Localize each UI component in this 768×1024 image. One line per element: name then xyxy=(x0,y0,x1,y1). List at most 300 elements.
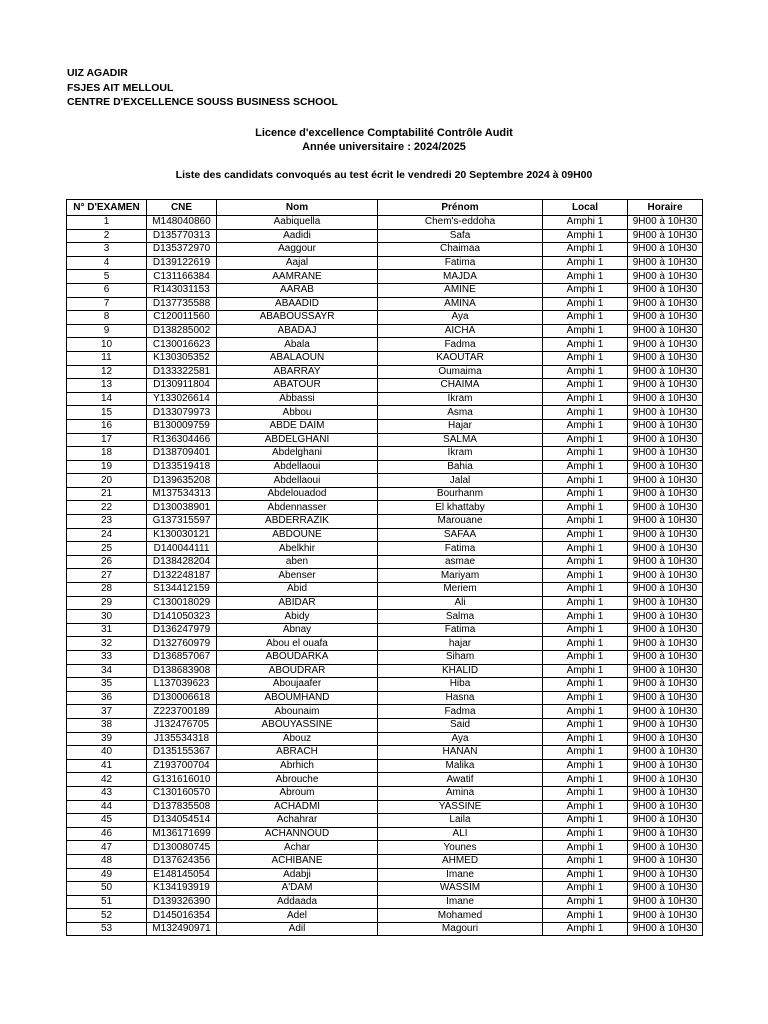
exam-number-cell: 37 xyxy=(67,705,147,719)
institution-header xyxy=(67,66,338,110)
room-cell: Amphi 1 xyxy=(543,882,628,896)
last-name-cell: Adel xyxy=(217,909,378,923)
exam-number-cell: 26 xyxy=(67,555,147,569)
table-row xyxy=(67,854,703,868)
last-name-cell: ABADAJ xyxy=(217,324,378,338)
first-name-cell: KHALID xyxy=(378,664,543,678)
cne-cell: D140044111 xyxy=(147,542,217,556)
cne-cell: D130080745 xyxy=(147,841,217,855)
room-cell: Amphi 1 xyxy=(543,460,628,474)
table-row xyxy=(67,596,703,610)
first-name-cell: YASSINE xyxy=(378,800,543,814)
table-row xyxy=(67,746,703,760)
first-name-cell: Meriem xyxy=(378,583,543,597)
cne-cell: J135534318 xyxy=(147,732,217,746)
table-row xyxy=(67,324,703,338)
schedule-cell: 9H00 à 10H30 xyxy=(628,664,703,678)
cne-cell: Z193700704 xyxy=(147,759,217,773)
table-row xyxy=(67,868,703,882)
exam-number-cell: 17 xyxy=(67,433,147,447)
schedule-cell: 9H00 à 10H30 xyxy=(628,596,703,610)
first-name-cell: Said xyxy=(378,718,543,732)
university-name: UIZ AGADIR xyxy=(67,67,128,79)
last-name-cell: ABDELGHANI xyxy=(217,433,378,447)
room-cell: Amphi 1 xyxy=(543,922,628,936)
last-name-cell: Abelkhir xyxy=(217,542,378,556)
candidates-table xyxy=(66,199,703,936)
room-cell: Amphi 1 xyxy=(543,691,628,705)
first-name-cell: Ikram xyxy=(378,392,543,406)
schedule-cell: 9H00 à 10H30 xyxy=(628,229,703,243)
first-name-cell: Chem's-eddoha xyxy=(378,216,543,230)
last-name-cell: Abdennasser xyxy=(217,501,378,515)
first-name-cell: Awatif xyxy=(378,773,543,787)
last-name-cell: A'DAM xyxy=(217,882,378,896)
table-row xyxy=(67,474,703,488)
schedule-cell: 9H00 à 10H30 xyxy=(628,705,703,719)
last-name-cell: Addaada xyxy=(217,895,378,909)
exam-number-cell: 23 xyxy=(67,515,147,529)
cne-cell: D136857067 xyxy=(147,651,217,665)
cne-cell: D138285002 xyxy=(147,324,217,338)
last-name-cell: Abroum xyxy=(217,786,378,800)
exam-number-cell: 29 xyxy=(67,596,147,610)
first-name-cell: Chaimaa xyxy=(378,243,543,257)
last-name-cell: Abenser xyxy=(217,569,378,583)
last-name-cell: aben xyxy=(217,555,378,569)
table-row xyxy=(67,216,703,230)
last-name-cell: Aboujaafer xyxy=(217,678,378,692)
column-header-first-name: Prénom xyxy=(378,200,543,216)
table-row xyxy=(67,759,703,773)
first-name-cell: Hajar xyxy=(378,419,543,433)
first-name-cell: Ikram xyxy=(378,447,543,461)
room-cell: Amphi 1 xyxy=(543,365,628,379)
school-name: CENTRE D'EXCELLENCE SOUSS BUSINESS SCHOOL xyxy=(67,96,338,108)
room-cell: Amphi 1 xyxy=(543,759,628,773)
first-name-cell: Mohamed xyxy=(378,909,543,923)
cne-cell: D132248187 xyxy=(147,569,217,583)
room-cell: Amphi 1 xyxy=(543,827,628,841)
room-cell: Amphi 1 xyxy=(543,216,628,230)
first-name-cell: Younes xyxy=(378,841,543,855)
exam-number-cell: 9 xyxy=(67,324,147,338)
table-row xyxy=(67,786,703,800)
first-name-cell: Siham xyxy=(378,651,543,665)
room-cell: Amphi 1 xyxy=(543,868,628,882)
room-cell: Amphi 1 xyxy=(543,555,628,569)
cne-cell: E148145054 xyxy=(147,868,217,882)
cne-cell: D145016354 xyxy=(147,909,217,923)
exam-number-cell: 32 xyxy=(67,637,147,651)
last-name-cell: Abrhich xyxy=(217,759,378,773)
exam-number-cell: 24 xyxy=(67,528,147,542)
cne-cell: R136304466 xyxy=(147,433,217,447)
room-cell: Amphi 1 xyxy=(543,583,628,597)
cne-cell: K134193919 xyxy=(147,882,217,896)
cne-cell: G131616010 xyxy=(147,773,217,787)
room-cell: Amphi 1 xyxy=(543,542,628,556)
exam-number-cell: 28 xyxy=(67,583,147,597)
last-name-cell: Aajal xyxy=(217,256,378,270)
cne-cell: M132490971 xyxy=(147,922,217,936)
exam-number-cell: 25 xyxy=(67,542,147,556)
cne-cell: D135770313 xyxy=(147,229,217,243)
schedule-cell: 9H00 à 10H30 xyxy=(628,610,703,624)
room-cell: Amphi 1 xyxy=(543,338,628,352)
program-title: Licence d'excellence Comptabilité Contrôle Audit xyxy=(255,127,513,139)
table-row xyxy=(67,365,703,379)
table-row xyxy=(67,528,703,542)
exam-number-cell: 36 xyxy=(67,691,147,705)
cne-cell: D130006618 xyxy=(147,691,217,705)
room-cell: Amphi 1 xyxy=(543,596,628,610)
last-name-cell: Abnay xyxy=(217,623,378,637)
room-cell: Amphi 1 xyxy=(543,773,628,787)
first-name-cell: Imane xyxy=(378,868,543,882)
schedule-cell: 9H00 à 10H30 xyxy=(628,814,703,828)
exam-number-cell: 21 xyxy=(67,487,147,501)
table-row xyxy=(67,827,703,841)
table-row xyxy=(67,392,703,406)
cne-cell: D136247979 xyxy=(147,623,217,637)
exam-number-cell: 20 xyxy=(67,474,147,488)
schedule-cell: 9H00 à 10H30 xyxy=(628,691,703,705)
room-cell: Amphi 1 xyxy=(543,243,628,257)
cne-cell: Z223700189 xyxy=(147,705,217,719)
schedule-cell: 9H00 à 10H30 xyxy=(628,637,703,651)
room-cell: Amphi 1 xyxy=(543,379,628,393)
table-row xyxy=(67,882,703,896)
last-name-cell: ABAADID xyxy=(217,297,378,311)
schedule-cell: 9H00 à 10H30 xyxy=(628,406,703,420)
room-cell: Amphi 1 xyxy=(543,678,628,692)
room-cell: Amphi 1 xyxy=(543,705,628,719)
cne-cell: D137624356 xyxy=(147,854,217,868)
cne-cell: D130911804 xyxy=(147,379,217,393)
cne-cell: G137315597 xyxy=(147,515,217,529)
table-row xyxy=(67,664,703,678)
cne-cell: D135372970 xyxy=(147,243,217,257)
last-name-cell: AARAB xyxy=(217,283,378,297)
cne-cell: C131166384 xyxy=(147,270,217,284)
cne-cell: C120011560 xyxy=(147,311,217,325)
cne-cell: D139635208 xyxy=(147,474,217,488)
room-cell: Amphi 1 xyxy=(543,474,628,488)
exam-number-cell: 34 xyxy=(67,664,147,678)
schedule-cell: 9H00 à 10H30 xyxy=(628,297,703,311)
last-name-cell: Abrouche xyxy=(217,773,378,787)
academic-year: Année universitaire : 2024/2025 xyxy=(302,141,466,153)
first-name-cell: Fatima xyxy=(378,256,543,270)
first-name-cell: Mariyam xyxy=(378,569,543,583)
schedule-cell: 9H00 à 10H30 xyxy=(628,515,703,529)
room-cell: Amphi 1 xyxy=(543,610,628,624)
schedule-cell: 9H00 à 10H30 xyxy=(628,583,703,597)
first-name-cell: Fadma xyxy=(378,338,543,352)
schedule-cell: 9H00 à 10H30 xyxy=(628,678,703,692)
column-header-exam-number: N° D'EXAMEN xyxy=(67,200,147,216)
first-name-cell: hajar xyxy=(378,637,543,651)
first-name-cell: Aya xyxy=(378,311,543,325)
schedule-cell: 9H00 à 10H30 xyxy=(628,433,703,447)
schedule-cell: 9H00 à 10H30 xyxy=(628,216,703,230)
table-row xyxy=(67,895,703,909)
room-cell: Amphi 1 xyxy=(543,623,628,637)
exam-number-cell: 30 xyxy=(67,610,147,624)
first-name-cell: Hasna xyxy=(378,691,543,705)
exam-number-cell: 4 xyxy=(67,256,147,270)
room-cell: Amphi 1 xyxy=(543,419,628,433)
last-name-cell: Abala xyxy=(217,338,378,352)
schedule-cell: 9H00 à 10H30 xyxy=(628,419,703,433)
exam-number-cell: 22 xyxy=(67,501,147,515)
last-name-cell: Aaggour xyxy=(217,243,378,257)
schedule-cell: 9H00 à 10H30 xyxy=(628,447,703,461)
schedule-cell: 9H00 à 10H30 xyxy=(628,827,703,841)
table-row xyxy=(67,841,703,855)
column-header-cne: CNE xyxy=(147,200,217,216)
last-name-cell: ACHIBANE xyxy=(217,854,378,868)
cne-cell: D133519418 xyxy=(147,460,217,474)
room-cell: Amphi 1 xyxy=(543,718,628,732)
first-name-cell: Safa xyxy=(378,229,543,243)
cne-cell: M136171699 xyxy=(147,827,217,841)
room-cell: Amphi 1 xyxy=(543,800,628,814)
table-row xyxy=(67,283,703,297)
first-name-cell: Amina xyxy=(378,786,543,800)
cne-cell: D138428204 xyxy=(147,555,217,569)
exam-number-cell: 38 xyxy=(67,718,147,732)
table-row xyxy=(67,447,703,461)
table-row xyxy=(67,583,703,597)
schedule-cell: 9H00 à 10H30 xyxy=(628,365,703,379)
first-name-cell: ALI xyxy=(378,827,543,841)
first-name-cell: WASSIM xyxy=(378,882,543,896)
first-name-cell: CHAIMA xyxy=(378,379,543,393)
exam-number-cell: 43 xyxy=(67,786,147,800)
exam-number-cell: 48 xyxy=(67,854,147,868)
exam-number-cell: 27 xyxy=(67,569,147,583)
table-row xyxy=(67,909,703,923)
cne-cell: L137039623 xyxy=(147,678,217,692)
table-row xyxy=(67,338,703,352)
room-cell: Amphi 1 xyxy=(543,786,628,800)
room-cell: Amphi 1 xyxy=(543,528,628,542)
cne-cell: D133322581 xyxy=(147,365,217,379)
table-row xyxy=(67,555,703,569)
schedule-cell: 9H00 à 10H30 xyxy=(628,759,703,773)
room-cell: Amphi 1 xyxy=(543,854,628,868)
cne-cell: K130305352 xyxy=(147,351,217,365)
cne-cell: D139326390 xyxy=(147,895,217,909)
table-row xyxy=(67,256,703,270)
schedule-cell: 9H00 à 10H30 xyxy=(628,460,703,474)
table-row xyxy=(67,773,703,787)
table-row xyxy=(67,501,703,515)
first-name-cell: Bourhanm xyxy=(378,487,543,501)
room-cell: Amphi 1 xyxy=(543,501,628,515)
exam-number-cell: 12 xyxy=(67,365,147,379)
last-name-cell: Achahrar xyxy=(217,814,378,828)
table-row xyxy=(67,460,703,474)
table-row xyxy=(67,351,703,365)
exam-number-cell: 13 xyxy=(67,379,147,393)
first-name-cell: Marouane xyxy=(378,515,543,529)
room-cell: Amphi 1 xyxy=(543,256,628,270)
cne-cell: B130009759 xyxy=(147,419,217,433)
first-name-cell: AMINE xyxy=(378,283,543,297)
exam-number-cell: 39 xyxy=(67,732,147,746)
cne-cell: D132760979 xyxy=(147,637,217,651)
table-header-row xyxy=(67,200,703,216)
exam-number-cell: 6 xyxy=(67,283,147,297)
column-header-schedule: Horaire xyxy=(628,200,703,216)
table-row xyxy=(67,243,703,257)
room-cell: Amphi 1 xyxy=(543,351,628,365)
schedule-cell: 9H00 à 10H30 xyxy=(628,786,703,800)
first-name-cell: SAFAA xyxy=(378,528,543,542)
last-name-cell: Abid xyxy=(217,583,378,597)
last-name-cell: Abdellaoui xyxy=(217,460,378,474)
first-name-cell: SALMA xyxy=(378,433,543,447)
schedule-cell: 9H00 à 10H30 xyxy=(628,555,703,569)
cne-cell: C130018029 xyxy=(147,596,217,610)
table-row xyxy=(67,610,703,624)
last-name-cell: ABDE DAIM xyxy=(217,419,378,433)
exam-number-cell: 11 xyxy=(67,351,147,365)
last-name-cell: AAMRANE xyxy=(217,270,378,284)
schedule-cell: 9H00 à 10H30 xyxy=(628,392,703,406)
exam-number-cell: 33 xyxy=(67,651,147,665)
last-name-cell: Abdelghani xyxy=(217,447,378,461)
exam-number-cell: 16 xyxy=(67,419,147,433)
room-cell: Amphi 1 xyxy=(543,283,628,297)
schedule-cell: 9H00 à 10H30 xyxy=(628,732,703,746)
exam-number-cell: 8 xyxy=(67,311,147,325)
exam-number-cell: 19 xyxy=(67,460,147,474)
table-row xyxy=(67,270,703,284)
exam-number-cell: 18 xyxy=(67,447,147,461)
exam-number-cell: 2 xyxy=(67,229,147,243)
exam-number-cell: 42 xyxy=(67,773,147,787)
schedule-cell: 9H00 à 10H30 xyxy=(628,542,703,556)
table-row xyxy=(67,487,703,501)
schedule-cell: 9H00 à 10H30 xyxy=(628,882,703,896)
table-row xyxy=(67,379,703,393)
room-cell: Amphi 1 xyxy=(543,406,628,420)
cne-cell: C130160570 xyxy=(147,786,217,800)
last-name-cell: ACHADMI xyxy=(217,800,378,814)
room-cell: Amphi 1 xyxy=(543,569,628,583)
room-cell: Amphi 1 xyxy=(543,487,628,501)
first-name-cell: Ali xyxy=(378,596,543,610)
table-row xyxy=(67,229,703,243)
last-name-cell: Adabji xyxy=(217,868,378,882)
table-row xyxy=(67,718,703,732)
schedule-cell: 9H00 à 10H30 xyxy=(628,746,703,760)
first-name-cell: Oumaima xyxy=(378,365,543,379)
room-cell: Amphi 1 xyxy=(543,814,628,828)
last-name-cell: ABOUDRAR xyxy=(217,664,378,678)
cne-cell: D138709401 xyxy=(147,447,217,461)
faculty-name: FSJES AIT MELLOUL xyxy=(67,81,174,94)
room-cell: Amphi 1 xyxy=(543,746,628,760)
first-name-cell: Asma xyxy=(378,406,543,420)
first-name-cell: Bahia xyxy=(378,460,543,474)
room-cell: Amphi 1 xyxy=(543,895,628,909)
table-row xyxy=(67,705,703,719)
cne-cell: S134412159 xyxy=(147,583,217,597)
table-row xyxy=(67,732,703,746)
room-cell: Amphi 1 xyxy=(543,447,628,461)
last-name-cell: Aadidi xyxy=(217,229,378,243)
exam-number-cell: 1 xyxy=(67,216,147,230)
table-row xyxy=(67,922,703,936)
table-row xyxy=(67,542,703,556)
last-name-cell: Adil xyxy=(217,922,378,936)
room-cell: Amphi 1 xyxy=(543,637,628,651)
schedule-cell: 9H00 à 10H30 xyxy=(628,909,703,923)
exam-number-cell: 51 xyxy=(67,895,147,909)
table-row xyxy=(67,623,703,637)
schedule-cell: 9H00 à 10H30 xyxy=(628,351,703,365)
first-name-cell: Malika xyxy=(378,759,543,773)
exam-number-cell: 10 xyxy=(67,338,147,352)
last-name-cell: Abounaim xyxy=(217,705,378,719)
schedule-cell: 9H00 à 10H30 xyxy=(628,243,703,257)
last-name-cell: ABDERRAZIK xyxy=(217,515,378,529)
first-name-cell: asmae xyxy=(378,555,543,569)
first-name-cell: Fadma xyxy=(378,705,543,719)
schedule-cell: 9H00 à 10H30 xyxy=(628,800,703,814)
schedule-cell: 9H00 à 10H30 xyxy=(628,718,703,732)
schedule-cell: 9H00 à 10H30 xyxy=(628,854,703,868)
last-name-cell: ABOUYASSINE xyxy=(217,718,378,732)
last-name-cell: Abouz xyxy=(217,732,378,746)
schedule-cell: 9H00 à 10H30 xyxy=(628,311,703,325)
exam-number-cell: 53 xyxy=(67,922,147,936)
last-name-cell: ACHANNOUD xyxy=(217,827,378,841)
exam-number-cell: 15 xyxy=(67,406,147,420)
schedule-cell: 9H00 à 10H30 xyxy=(628,338,703,352)
table-row xyxy=(67,515,703,529)
schedule-cell: 9H00 à 10H30 xyxy=(628,623,703,637)
last-name-cell: ABDOUNE xyxy=(217,528,378,542)
exam-number-cell: 47 xyxy=(67,841,147,855)
room-cell: Amphi 1 xyxy=(543,324,628,338)
table-row xyxy=(67,406,703,420)
room-cell: Amphi 1 xyxy=(543,841,628,855)
schedule-cell: 9H00 à 10H30 xyxy=(628,379,703,393)
cne-cell: K130030121 xyxy=(147,528,217,542)
schedule-cell: 9H00 à 10H30 xyxy=(628,256,703,270)
schedule-cell: 9H00 à 10H30 xyxy=(628,283,703,297)
schedule-cell: 9H00 à 10H30 xyxy=(628,324,703,338)
table-row xyxy=(67,814,703,828)
room-cell: Amphi 1 xyxy=(543,311,628,325)
first-name-cell: Jalal xyxy=(378,474,543,488)
table-row xyxy=(67,297,703,311)
exam-number-cell: 3 xyxy=(67,243,147,257)
cne-cell: D135155367 xyxy=(147,746,217,760)
last-name-cell: ABOUMHAND xyxy=(217,691,378,705)
room-cell: Amphi 1 xyxy=(543,732,628,746)
first-name-cell: KAOUTAR xyxy=(378,351,543,365)
schedule-cell: 9H00 à 10H30 xyxy=(628,922,703,936)
room-cell: Amphi 1 xyxy=(543,651,628,665)
table-row xyxy=(67,433,703,447)
